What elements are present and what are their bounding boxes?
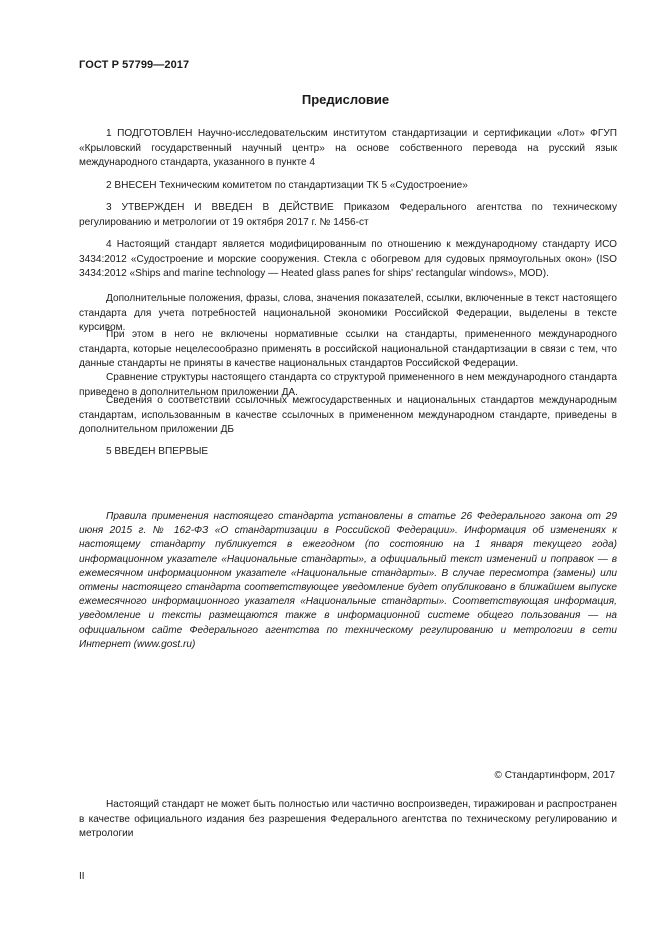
page-title: Предисловие bbox=[301, 92, 390, 107]
paragraph-approved: 3 УТВЕРЖДЕН И ВВЕДЕН В ДЕЙСТВИЕ Приказом Федерального агентства по техническому регулированию и метрологии от 19 октября 2017 г. № 1456-ст bbox=[79, 202, 617, 228]
copyright-notice: © Стандартинформ, 2017 bbox=[494, 770, 615, 781]
footer-reproduction-notice: Настоящий стандарт не может быть полностью или частично воспроизведен, тиражирован и распространен в качестве официального издания без разрешения Федерального агентства по техническому регулированию и метрологии bbox=[79, 799, 617, 839]
paragraph-application-rules: Правила применения настоящего стандарта установлены в статье 26 Федерального закона от 29 июня 2015 г. № 162-ФЗ «О стандартизации в Российской Федерации». Информация об изменениях к настоящему стандарту публикуется в ежегодном (по состоянию на 1 января текущего года) информационном указателе «Национальные стандарты», а официальный текст изменений и поправок — в ежемесячном информационном указателе «Национальные стандарты». В случае пересмотра (замены) или отмены настоящего стандарта соответствующее уведомление будет опубликовано в ближайшем выпуске ежемесячного информационного указателя «Национальные стандарты». Соответствующая информация, уведомление и тексты размещаются также в информационной системе общего пользования — на официальном сайте Федерального агентства по техническому регулированию и метрологии в сети Интернет (www.gost.ru) bbox=[79, 511, 617, 650]
paragraph-first-introduced: 5 ВВЕДЕН ВПЕРВЫЕ bbox=[106, 446, 209, 457]
paragraph-modified-standard: 4 Настоящий стандарт является модифицированным по отношению к международному стандарту ИСО 3434:2012 «Судостроение и морские сооружения. Стекла с обогревом для судовых прямоугольных окон» (ISO 3434:2012 «Ships and marine technology — Heated glass panes for ships' rectangular windows», MOD). bbox=[79, 239, 617, 279]
document-id-header: ГОСТ Р 57799—2017 bbox=[79, 59, 190, 71]
paragraph-reference-standards: Сведения о соответствии ссылочных межгосударственных и национальных стандартов международным стандартам, использованным в качестве ссылочных в примененном международном стандарте, приведены в дополнительном приложении ДБ bbox=[79, 395, 617, 435]
paragraph-structure-comparison: Сравнение структуры настоящего стандарта со структурой примененного в нем международного стандарта приведено в дополнительном приложении ДА. bbox=[79, 372, 617, 398]
paragraph-prepared-by: 1 ПОДГОТОВЛЕН Научно-исследовательским институтом стандартизации и сертификации «Лот» ФГУП «Крыловский государственный научный центр» на основе собственного перевода на русский язык международного стандарта, указанного в пункте 4 bbox=[79, 128, 617, 168]
paragraph-introduced-by: 2 ВНЕСЕН Техническим комитетом по стандартизации ТК 5 «Судостроение» bbox=[106, 180, 468, 191]
paragraph-normative-references: При этом в него не включены нормативные ссылки на стандарты, примененного международного стандарта, которые нецелесообразно применять в российской национальной стандартизации в связи с тем, что данные стандарты не приняты в качестве национальных стандартов Российской Федерации. bbox=[79, 329, 617, 369]
paragraph-additional-provisions: Дополнительные положения, фразы, слова, значения показателей, ссылки, включенные в текст настоящего стандарта для учета потребностей национальной экономики Российской Федерации, выделены в тексте курсивом. bbox=[79, 293, 617, 333]
page-number: II bbox=[79, 871, 85, 882]
